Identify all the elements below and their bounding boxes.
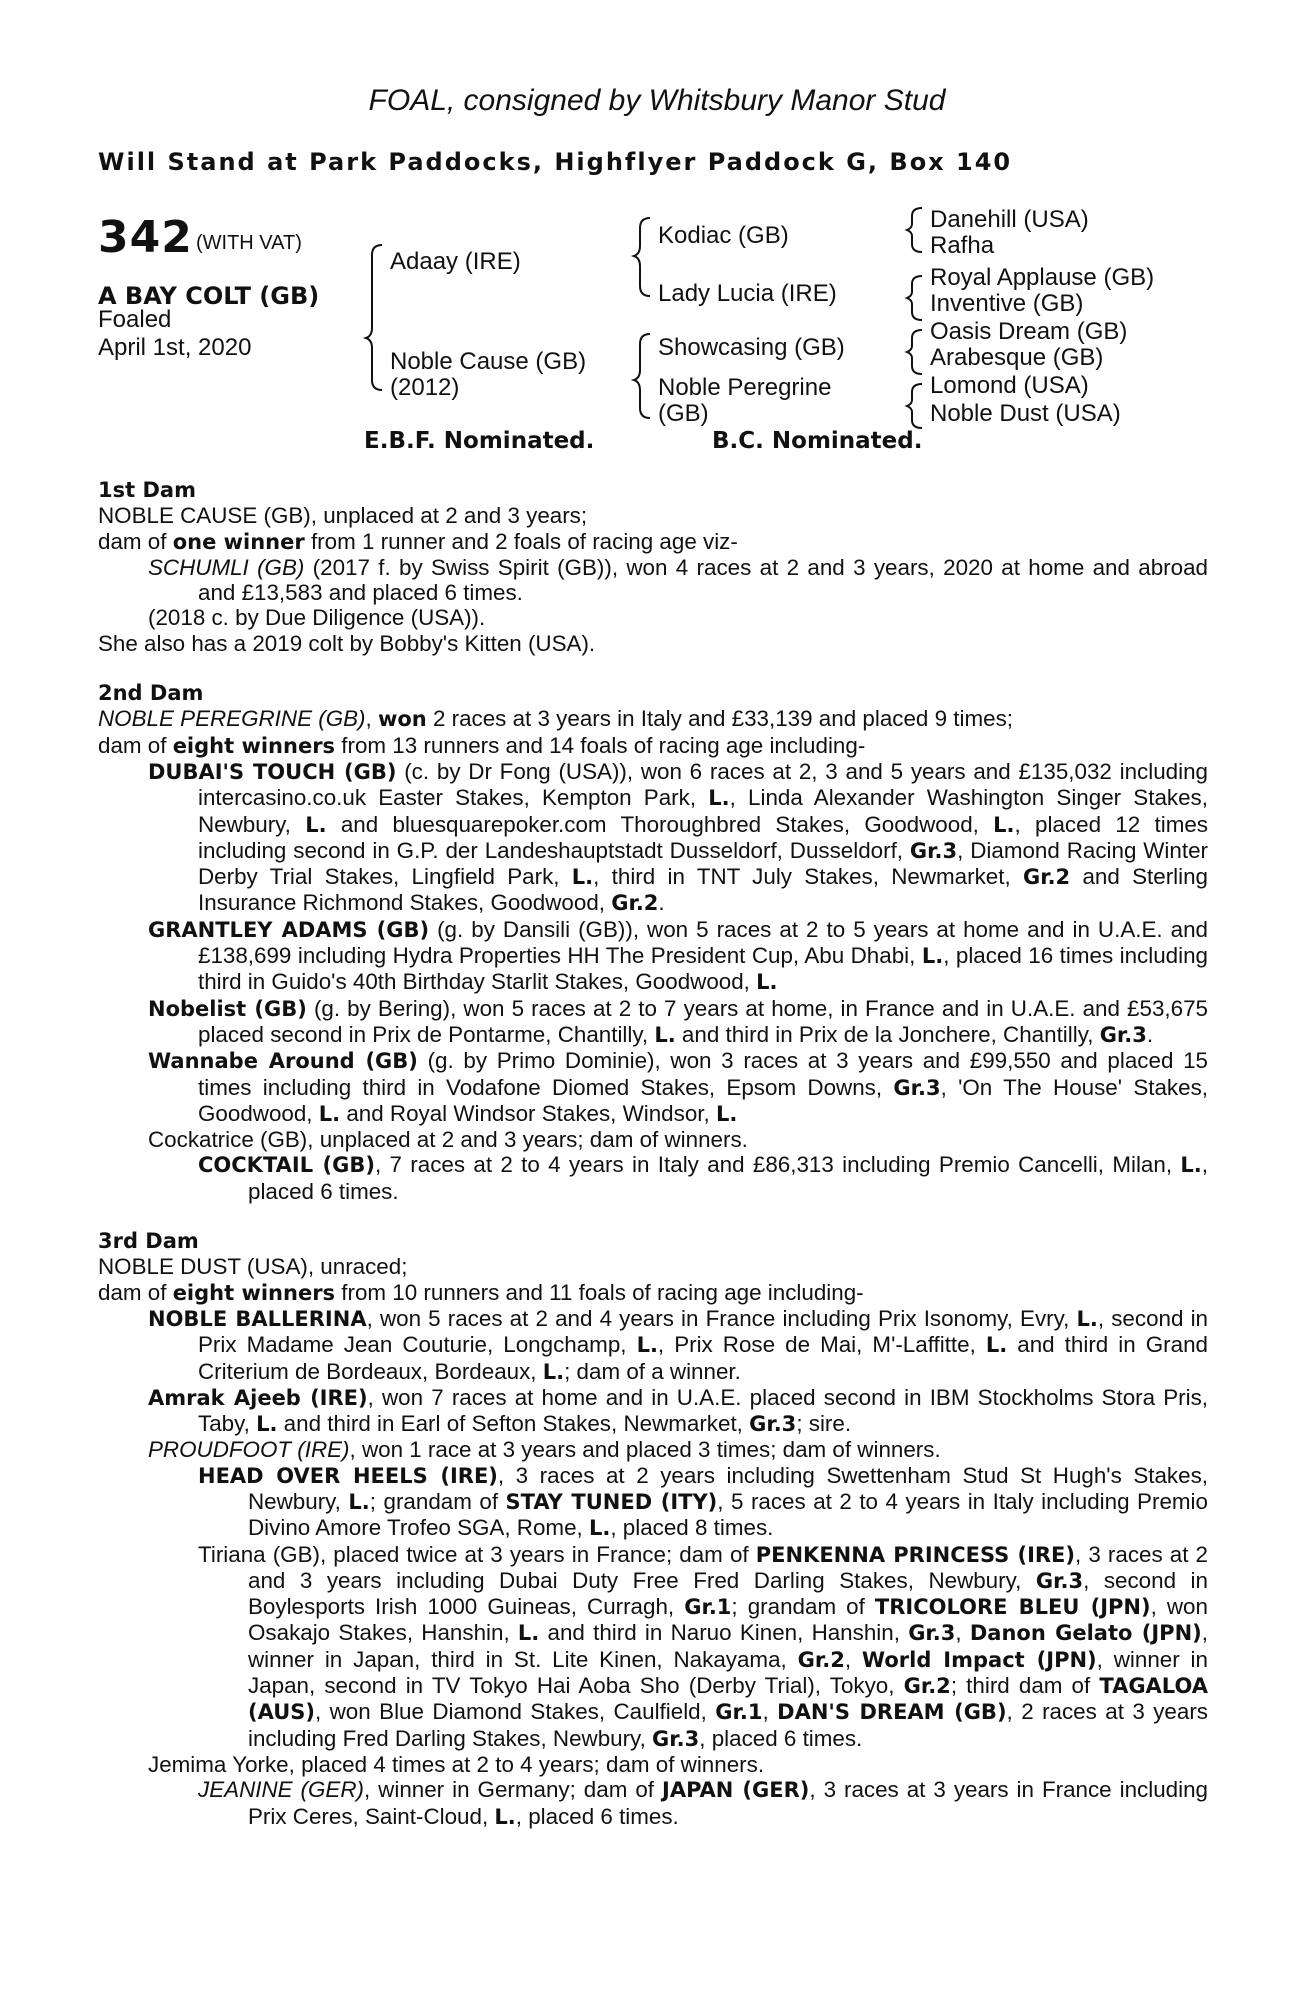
dss: Oasis Dream (GB) <box>930 318 1128 345</box>
sss: Danehill (USA) <box>930 206 1089 233</box>
pedigree-braces <box>0 0 1314 460</box>
foaled-label: Foaled <box>98 306 172 333</box>
first-dam-heading: 1st Dam <box>98 478 196 502</box>
dsd: Arabesque (GB) <box>930 344 1104 371</box>
produce-noble-ballerina: NOBLE BALLERINA, won 5 races at 2 and 4 years in France including Prix Isonomy, Evry, L., second in Prix Madame Jean Couturie, Longchamp, L., Prix Rose de Mai, M'-Laffitte, L. and third in Grand Criterium de Bordeaux, Bordeaux, L.; dam of a winner. <box>148 1305 1208 1384</box>
produce-grantley-adams: GRANTLEY ADAMS (GB) (g. by Dansili (GB)), won 5 races at 2 to 5 years at home and in U.A.E. and £138,699 including Hydra Properties HH The President Cup, Abu Dhabi, L., placed 16 times including third in Guido's 40th Birthday Starlit Stakes, Goodwood, L. <box>148 916 1208 995</box>
dam-year: (2012) <box>390 374 460 401</box>
ddd: Noble Dust (USA) <box>930 400 1121 427</box>
bc-nominated: B.C. Nominated. <box>712 428 923 454</box>
produce-2018: (2018 c. by Due Diligence (USA)). <box>148 605 486 631</box>
dds: Lomond (USA) <box>930 372 1089 399</box>
sire: Adaay (IRE) <box>390 248 521 275</box>
produce-schumli: SCHUMLI (GB) (2017 f. by Swiss Spirit (GB)), won 4 races at 2 and 3 years, 2020 at home and abroad and £13,583 and placed 6 times. <box>148 554 1208 606</box>
produce-wannabe-around: Wannabe Around (GB) (g. by Primo Dominie), won 3 races at 3 years and £99,550 and placed 15 times including third in Vodafone Diomed Stakes, Epsom Downs, Gr.3, 'On The House' Stakes, Goodwood, L. and Royal Windsor Stakes, Windsor, L. <box>148 1048 1208 1126</box>
foaled-date: April 1st, 2020 <box>98 334 252 361</box>
dam: Noble Cause (GB) <box>390 348 587 375</box>
produce-jemima-yorke: Jemima Yorke, placed 4 times at 2 to 4 years; dam of winners. <box>148 1751 765 1777</box>
third-dam-produce: dam of eight winners from 10 runners and 11 foals of racing age including- <box>98 1279 864 1305</box>
sds: Royal Applause (GB) <box>930 264 1155 291</box>
first-dam-produce: dam of one winner from 1 runner and 2 foals of racing age viz- <box>98 528 738 554</box>
produce-cocktail: COCKTAIL (GB), 7 races at 2 to 4 years in Italy and £86,313 including Premio Cancelli, Milan, L., placed 6 times. <box>198 1152 1208 1204</box>
ssd: Rafha <box>930 232 995 259</box>
produce-amrak-ajeeb: Amrak Ajeeb (IRE), won 7 races at home and in U.A.E. placed second in IBM Stockholms Stora Pris, Taby, L. and third in Earl of Sefton Stakes, Newmarket, Gr.3; sire. <box>148 1384 1208 1437</box>
produce-tiriana: Tiriana (GB), placed twice at 3 years in France; dam of PENKENNA PRINCESS (IRE), 3 races at 2 and 3 years including Dubai Duty Free Fred Darling Stakes, Newbury, Gr.3, second in Boylesports Irish 1000 Guineas, Curragh, Gr.1; grandam of TRICOLORE BLEU (JPN), won Osakajo Stakes, Hanshin, L. and third in Naruo Kinen, Hanshin, Gr.3, Danon Gelato (JPN), winner in Japan, third in St. Lite Kinen, Nakayama, Gr.2, World Impact (JPN), winner in Japan, second in TV Tokyo Hai Aoba Sho (Derby Trial), Tokyo, Gr.2; third dam of TAGALOA (AUS), won Blue Diamond Stakes, Caulfield, Gr.1, DAN'S DREAM (GB), 2 races at 3 years including Fred Darling Stakes, Newbury, Gr.3, placed 6 times. <box>198 1541 1209 1751</box>
stand-location: Will Stand at Park Paddocks, Highflyer Paddock G, Box 140 <box>98 148 1013 176</box>
sire-sire: Kodiac (GB) <box>658 222 789 249</box>
produce-cockatrice: Cockatrice (GB), unplaced at 2 and 3 years; dam of winners. <box>148 1127 748 1153</box>
dam-sire: Showcasing (GB) <box>658 334 845 361</box>
consigner-line: FOAL, consigned by Whitsbury Manor Stud <box>368 84 946 117</box>
catalogue-body <box>98 478 1208 1830</box>
produce-jeanine: JEANINE (GER), winner in Germany; dam of JAPAN (GER), 3 races at 3 years in France including Prix Ceres, Saint-Cloud, L., placed 6 times. <box>198 1777 1208 1829</box>
dam-dam-suffix: (GB) <box>658 400 709 427</box>
produce-proudfoot: PROUDFOOT (IRE), won 1 race at 3 years and placed 3 times; dam of winners. <box>148 1437 941 1463</box>
vat-label: (WITH VAT) <box>196 232 302 254</box>
sire-dam: Lady Lucia (IRE) <box>658 280 837 307</box>
produce-dubais-touch: DUBAI'S TOUCH (GB) (c. by Dr Fong (USA)), won 6 races at 2, 3 and 5 years and £135,032 including intercasino.co.uk Easter Stakes, Kempton Park, L., Linda Alexander Washington Singer Stakes, Newbury, L. and bluesquarepoker.com Thoroughbred Stakes, Goodwood, L., placed 12 times including second in G.P. der Landeshauptstadt Dusseldorf, Dusseldorf, Gr.3, Diamond Racing Winter Derby Trial Stakes, Lingfield Park, L., third in TNT July Stakes, Newmarket, Gr.2 and Sterling Insurance Richmond Stakes, Goodwood, Gr.2. <box>148 758 1209 916</box>
second-dam-heading: 2nd Dam <box>98 681 204 706</box>
lot-number: 342 <box>98 212 193 263</box>
produce-nobelist: Nobelist (GB) (g. by Bering), won 5 races at 2 to 7 years at home, in France and in U.A.E. and £53,675 placed second in Prix de Pontarme, Chantilly, L. and third in Prix de la Jonchere, Chantilly, Gr.3. <box>148 995 1208 1047</box>
first-dam-note: She also has a 2019 colt by Bobby's Kitten (USA). <box>98 630 596 656</box>
first-dam-line: NOBLE CAUSE (GB), unplaced at 2 and 3 years; <box>98 503 588 529</box>
second-dam-produce: dam of eight winners from 13 runners and 14 foals of racing age including- <box>98 732 866 758</box>
third-dam-line: NOBLE DUST (USA), unraced; <box>98 1254 408 1280</box>
third-dam-heading: 3rd Dam <box>98 1229 199 1254</box>
second-dam-line: NOBLE PEREGRINE (GB), won 2 races at 3 years in Italy and £33,139 and placed 9 times; <box>98 706 1013 732</box>
dam-dam: Noble Peregrine <box>658 374 832 401</box>
lot-title: A BAY COLT (GB) <box>98 282 320 310</box>
ebf-nominated: E.B.F. Nominated. <box>364 428 595 454</box>
sdd: Inventive (GB) <box>930 290 1084 317</box>
produce-head-over-heels: HEAD OVER HEELS (IRE), 3 races at 2 years including Swettenham Stud St Hugh's Stakes, Newbury, L.; grandam of STAY TUNED (ITY), 5 races at 2 to 4 years in Italy including Premio Divino Amore Trofeo SGA, Rome, L., placed 8 times. <box>198 1462 1208 1541</box>
